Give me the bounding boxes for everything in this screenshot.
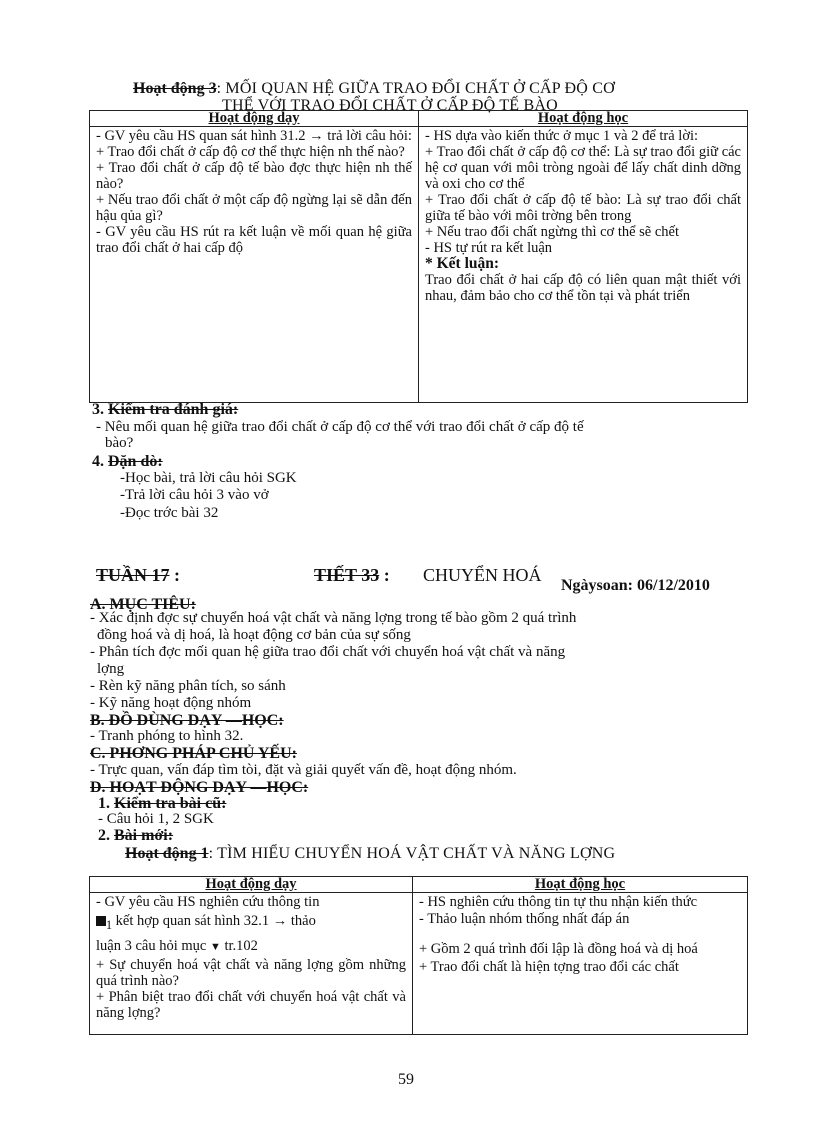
period-label-suffix: : (379, 565, 390, 585)
activity1-teacher-line1: - GV yêu cầu HS nghiên cứu thông tin (96, 894, 320, 910)
activity3-teacher-line: + Trao đổi chất ở cấp độ cơ thể thực hiện nh thế nào? (96, 144, 405, 160)
week-label (96, 564, 180, 586)
activity1-col-teacher: Hoạt động dạy (90, 877, 413, 893)
activity1-table (89, 876, 748, 1035)
conclusion-text: Trao đổi chất ở hai cấp độ có liên quan mật thiết với nhau, đảm bảo cho cơ thể tồn tại và phát triển (425, 272, 741, 304)
assessment-line2: bào? (105, 435, 134, 451)
activity3-student-cell (419, 127, 748, 403)
period-label (314, 564, 390, 586)
week-label-text: TUẦN 17 (96, 565, 170, 585)
triangle-down-icon: ▼ (209, 940, 221, 953)
activity3-teacher-line: - GV yêu cầu HS quan sát hình 31.2 → trả lời câu hỏi: (96, 128, 412, 144)
period-label-text: TIẾT 33 (314, 565, 380, 585)
check-heading-num: 1. (98, 795, 114, 812)
activities-heading: D. HOẠT ĐỘNG DẠY —HỌC: (90, 779, 309, 796)
lesson-title: CHUYỂN HOÁ (423, 565, 542, 585)
objective-line: - Phân tích đợc mối quan hệ giữa trao đổi chất với chuyển hoá vật chất và năng (90, 644, 566, 660)
activity1-teacher-cell (90, 893, 413, 1035)
activity1-col-student: Hoạt động học (413, 877, 748, 893)
activity3-teacher-line: + Nếu trao đổi chất ở một cấp độ ngừng lại sẽ dẫn đến hậu qủa gì? (96, 192, 412, 224)
activity1-teacher-line2-text: kết hợp quan sát hình 32.1 → thảo (112, 913, 316, 929)
objective-line: - Xác định đợc sự chuyển hoá vật chất và năng lợng trong tế bào gồm 2 quá trình (90, 610, 577, 626)
new-lesson-text: Bài mới: (114, 827, 174, 844)
activity3-student-line: + Trao đổi chất ở cấp độ cơ thể: Là sự trao đổi giữ các hệ cơ quan với môi tròng ngoài để lấy chất dinh dỡng và oxi cho cơ thể (425, 144, 741, 192)
check-heading (98, 795, 226, 812)
activity1-student-line: + Trao đổi chất là hiện tợng trao đổi các chất (419, 959, 679, 975)
activity1-student-line: - Thảo luận nhóm thống nhất đáp án (419, 911, 630, 927)
assessment-heading (92, 401, 238, 418)
new-lesson-heading (98, 827, 173, 844)
check-line: - Câu hỏi 1, 2 SGK (98, 811, 214, 827)
assessment-line1: - Nêu mối quan hệ giữa trao đổi chất ở cấp độ cơ thể với trao đổi chất ở cấp độ tế (96, 419, 584, 435)
assessment-heading-num: 3. (92, 401, 108, 418)
methods-heading: C. PHƠNG PHÁP CHỦ YẾU: (90, 745, 297, 762)
objective-line: - Rèn kỹ năng phân tích, so sánh (90, 678, 286, 694)
info-subscript: 1 (106, 917, 113, 932)
activity3-student-line: - HS tự rút ra kết luận (425, 240, 553, 256)
lesson-date: Ngàysoan: 06/12/2010 (561, 577, 710, 594)
info-square-icon (96, 916, 106, 926)
activity3-table (89, 110, 748, 403)
materials-line: - Tranh phóng to hình 32. (90, 728, 244, 744)
activity1-teacher-q1: + Sự chuyển hoá vật chất và năng lợng gồm những quá trình nào? (96, 956, 406, 989)
activity3-teacher-line: + Trao đổi chất ở cấp độ tế bào đợc thực hiện nh thế nào? (96, 160, 412, 192)
activity1-teacher-q2: + Phân biệt trao đổi chất với chuyển hoá vật chất và năng lợng? (96, 988, 406, 1021)
activity3-student-line: + Nếu trao đổi chất ngừng thì cơ thể sẽ chết (425, 224, 680, 240)
objective-line: - Kỹ năng hoạt động nhóm (90, 695, 252, 711)
methods-line: - Trực quan, vấn đáp tìm tòi, đặt và giải quyết vấn đề, hoạt động nhóm. (90, 762, 517, 778)
objective-line: lợng (97, 661, 125, 677)
page-number: 59 (398, 1071, 414, 1088)
homework-heading (92, 453, 163, 470)
homework-item: -Đọc trớc bài 32 (120, 505, 219, 521)
homework-heading-text: Dặn dò: (108, 453, 163, 470)
materials-heading: B. ĐỒ DÙNG DẠY —HỌC: (90, 712, 284, 729)
conclusion-label: * Kết luận: (425, 255, 500, 272)
homework-heading-num: 4. (92, 453, 108, 470)
week-label-suffix: : (169, 565, 181, 585)
activity3-col-student: Hoạt động học (419, 111, 748, 127)
activity3-title-line2: THỂ VỚI TRAO ĐỔI CHẤT Ở CẤP ĐỘ TẾ BÀO (222, 97, 558, 114)
activity3-col-teacher: Hoạt động dạy (90, 111, 419, 127)
objectives-heading: A. MỤC TIÊU: (90, 596, 196, 613)
activity3-student-line: - HS dựa vào kiến thức ở mục 1 và 2 để trả lời: (425, 128, 699, 144)
assessment-heading-text: Kiểm tra đánh giá: (108, 401, 239, 418)
activity1-label: Hoạt động 1 (125, 845, 209, 862)
activity3-label: Hoạt động 3 (133, 80, 217, 97)
activity1-heading (125, 845, 615, 863)
activity3-title-line1: : MỐI QUAN HỆ GIỮA TRAO ĐỔI CHẤT Ở CẤP ĐỘ CƠ (216, 80, 615, 97)
activity1-teacher-line3 (96, 936, 406, 957)
activity1-title: : TÌM HIỂU CHUYỂN HOÁ VẬT CHẤT VÀ NĂNG LỢNG (208, 845, 616, 862)
activity3-student-line: + Trao đổi chất ở cấp độ tế bào: Là sự trao đổi chất giữa tế bào với môi trờng bên trong (425, 192, 741, 224)
activity3-teacher-cell (90, 127, 419, 403)
activity3-teacher-line: - GV yêu cầu HS rút ra kết luận về mối quan hệ giữa trao đổi chất ở hai cấp độ (96, 224, 412, 256)
activity1-teacher-line3b: tr.102 (220, 937, 258, 954)
homework-item: -Trả lời câu hỏi 3 vào vở (120, 487, 269, 503)
activity1-teacher-line3a: luận 3 câu hỏi mục (96, 937, 210, 954)
new-lesson-num: 2. (98, 827, 114, 844)
objective-line: đồng hoá và dị hoá, là hoạt động cơ bản của sự sống (97, 627, 411, 643)
activity1-student-line: + Gồm 2 quá trình đối lập là đồng hoá và dị hoá (419, 941, 698, 957)
activity3-heading (133, 80, 615, 98)
activity1-teacher-line2 (96, 910, 406, 936)
homework-item: -Học bài, trả lời câu hỏi SGK (120, 470, 297, 486)
check-heading-text: Kiểm tra bài cũ: (114, 795, 227, 812)
activity1-student-line: - HS nghiên cứu thông tin tự thu nhận kiến thức (419, 894, 698, 910)
activity1-student-cell (413, 893, 748, 1035)
